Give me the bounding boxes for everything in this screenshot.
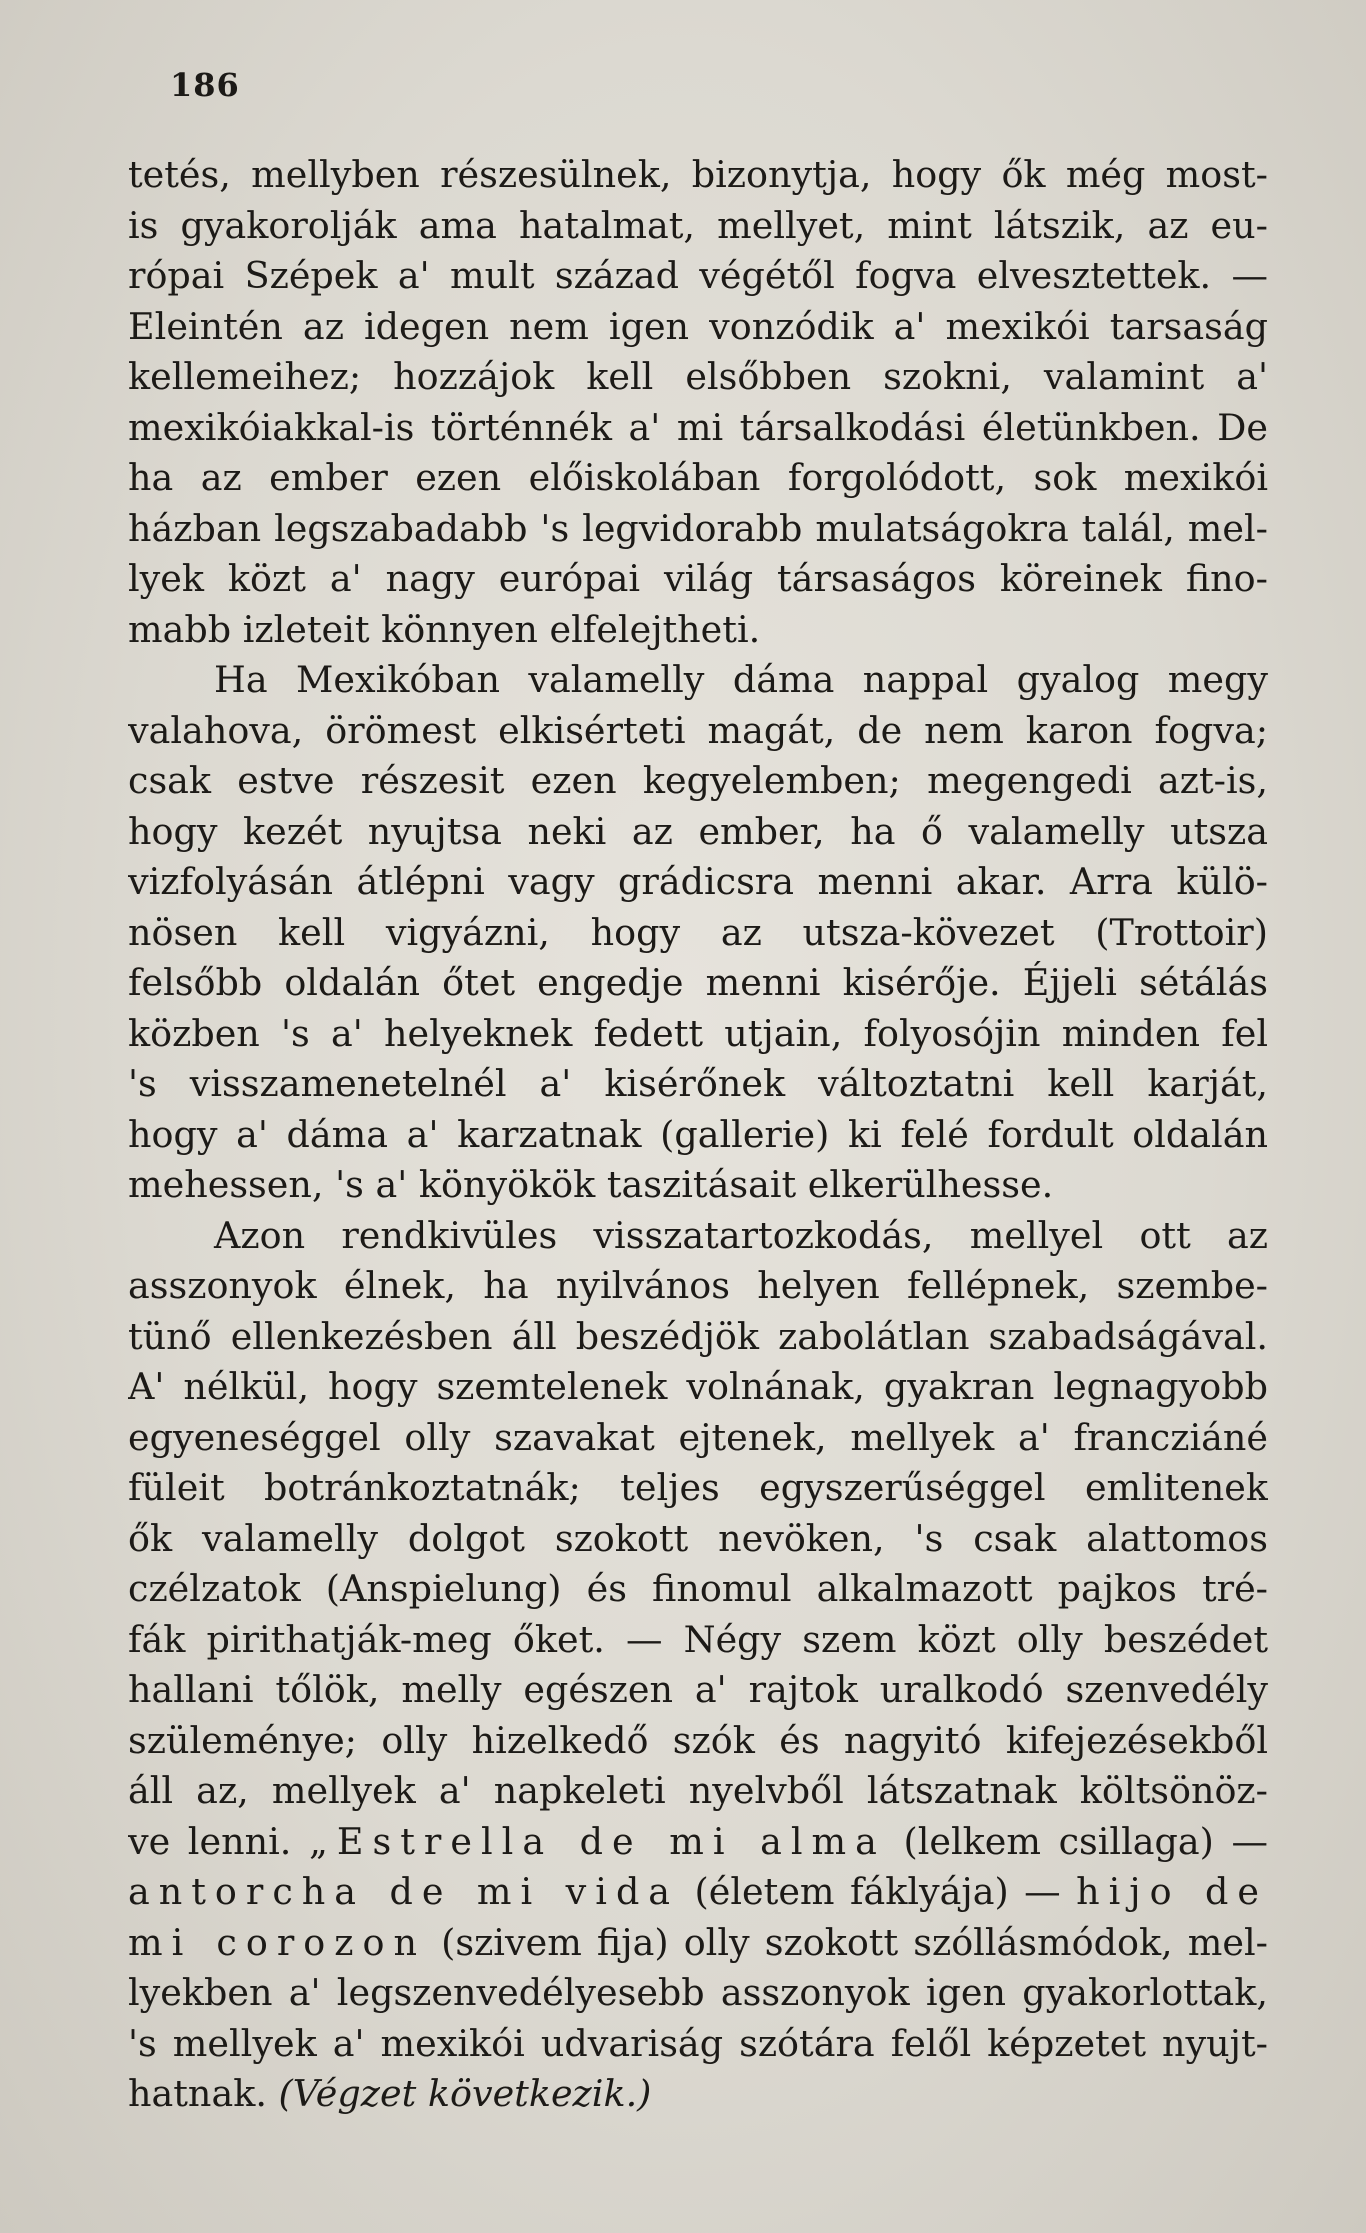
text-line: rópai Szépek a' mult század végétől fogva elvesztettek. — — [128, 254, 1268, 297]
text-line: Eleintén az idegen nem igen vonzódik a' mexikói tarsaság — [128, 304, 1268, 348]
text-line: egyeneséggel olly szavakat ejtenek, mellyek a' francziáné — [128, 1415, 1268, 1459]
text-line: 's visszamenetelnél a' kisérőnek változtatni kell karját, — [128, 1062, 1268, 1105]
continuation-note: (Végzet következik.) — [278, 2072, 652, 2115]
text-line-with-spanish-phrase — [128, 1817, 1268, 1868]
spanish-phrase: „Estrella de mi alma — [308, 1819, 886, 1863]
body-text — [128, 150, 1268, 2120]
text-line: füleit botránkoztatnák; teljes egyszerűséggel emlitenek — [128, 1466, 1268, 1509]
text-line: nösen kell vigyázni, hogy az utsza-kövezet (Trottoir) — [128, 910, 1268, 954]
text-line: csak estve részesit ezen kegyelemben; megengedi azt-is, — [128, 759, 1268, 802]
text-line: közben 's a' helyeknek fedett utjain, folyosójin minden fel — [128, 1011, 1268, 1055]
text-line: lyekben a' legszenvedélyesebb asszonyok igen gyakorlottak, — [128, 1971, 1268, 2014]
text-segment: (lelkem csillaga) — — [903, 1819, 1268, 1863]
text-segment: hatnak. — [128, 2072, 267, 2115]
text-line: tünő ellenkezésben áll beszédjök zabolátlan szabadságával. — [128, 1314, 1268, 1358]
text-line-with-spanish-phrase — [128, 1867, 1268, 1918]
text-line: hogy a' dáma a' karzatnak (gallerie) ki felé fordult oldalán — [128, 1112, 1268, 1156]
text-line: házban legszabadabb 's legvidorabb mulatságokra talál, mel- — [128, 506, 1268, 550]
text-line: szüleménye; olly hizelkedő szók és nagyitó kifejezésekből — [128, 1718, 1268, 1762]
paragraph-start-line: Ha Mexikóban valamelly dáma nappal gyalog megy — [214, 658, 1268, 701]
spanish-phrase: antorcha de mi vida — [128, 1870, 680, 1913]
text-line-with-spanish-phrase — [128, 1918, 1268, 1969]
paragraph-start-line: Azon rendkivüles visszatartozkodás, mellyel ott az — [214, 1213, 1268, 1257]
text-line: 's mellyek a' mexikói udvariság szótára felől képzetet nyujt- — [128, 2021, 1268, 2065]
text-line: áll az, mellyek a' napkeleti nyelvből látszatnak költsönöz- — [128, 1769, 1268, 1812]
text-line: tetés, mellyben részesülnek, bizonytja, hogy ők még most- — [128, 153, 1268, 196]
text-line: kellemeihez; hozzájok kell elsőbben szokni, valamint a' — [128, 355, 1268, 398]
text-line: ők valamelly dolgot szokott nevöken, 's csak alattomos — [128, 1516, 1268, 1560]
text-line: czélzatok (Anspielung) és finomul alkalmazott pajkos tré- — [128, 1567, 1268, 1610]
spanish-phrase: hijo de — [1076, 1870, 1268, 1913]
page-number: 186 — [170, 66, 240, 104]
closing-line — [128, 2069, 1268, 2120]
text-segment: ve lenni. — [128, 1819, 292, 1863]
text-segment: (életem fáklyája) — — [694, 1870, 1061, 1913]
text-line: felsőbb oldalán őtet engedje menni kisérője. Éjjeli sétálás — [128, 961, 1268, 1004]
text-line: is gyakorolják ama hatalmat, mellyet, mint látszik, az eu- — [128, 203, 1268, 247]
text-line: hogy kezét nyujtsa neki az ember, ha ő valamelly utsza — [128, 809, 1268, 853]
text-line: lyek közt a' nagy európai világ társaságos köreinek fino- — [128, 557, 1268, 600]
text-line: fák pirithatják-meg őket. — Négy szem közt olly beszédet — [128, 1617, 1268, 1661]
text-line: asszonyok élnek, ha nyilvános helyen fellépnek, szembe- — [128, 1264, 1268, 1307]
text-line: mehessen, 's a' könyökök taszitásait elkerülhesse. — [128, 1163, 1054, 1206]
text-line: vizfolyásán átlépni vagy grádicsra menni akar. Arra külö- — [128, 860, 1268, 903]
spanish-phrase: mi corozon — [128, 1920, 426, 1964]
text-line: hallani tőlök, melly egészen a' rajtok uralkodó szenvedély — [128, 1668, 1268, 1711]
text-line: valahova, örömest elkisérteti magát, de nem karon fogva; — [128, 708, 1268, 752]
text-segment: (szivem fija) olly szokott szóllásmódok, mel- — [441, 1920, 1268, 1964]
text-line: mabb izleteit könnyen elfelejtheti. — [128, 607, 761, 651]
text-line: mexikóiakkal-is történnék a' mi társalkodási életünkben. De — [128, 405, 1268, 449]
text-line: ha az ember ezen előiskolában forgolódott, sok mexikói — [128, 456, 1268, 499]
text-line: A' nélkül, hogy szemtelenek volnának, gyakran legnagyobb — [128, 1365, 1268, 1408]
